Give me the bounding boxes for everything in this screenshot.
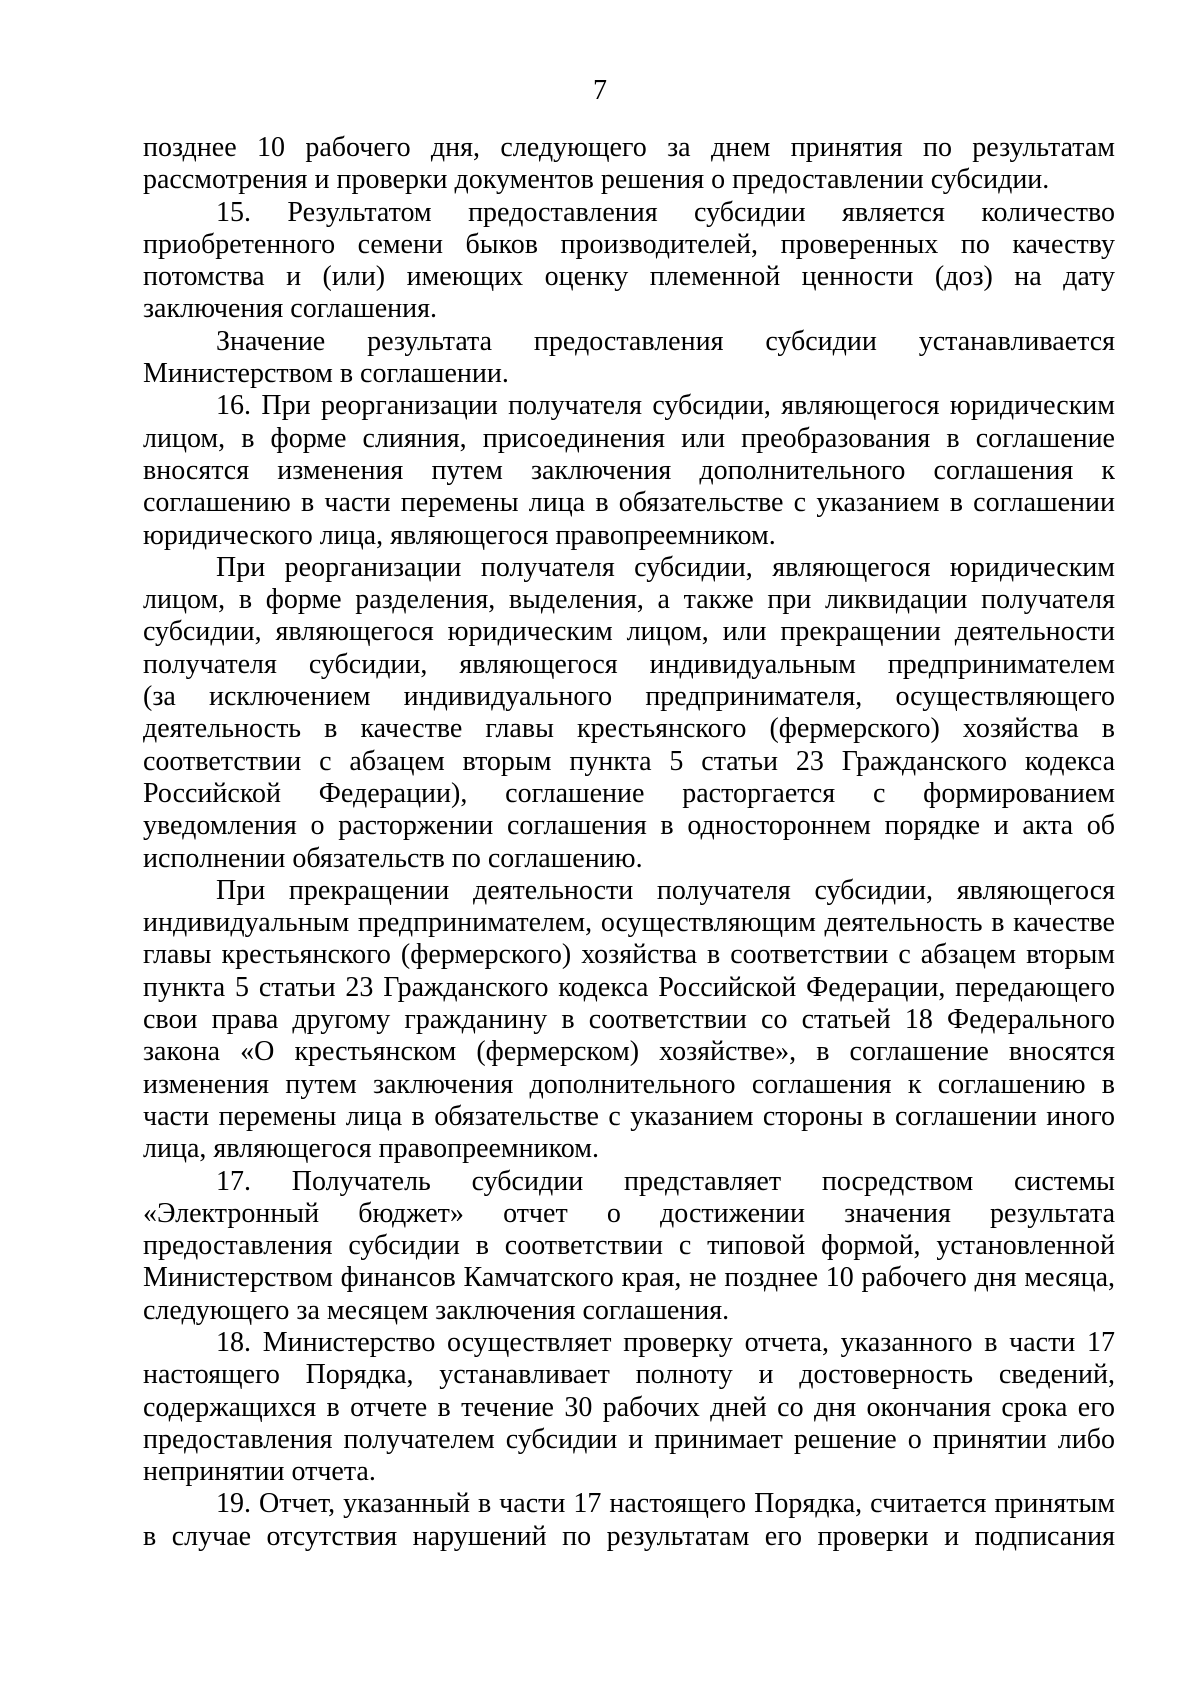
text-line: (за исключением индивидуального предпринимателя, осуществляющего	[143, 681, 1115, 713]
text-line: изменения путем заключения дополнительного соглашения к соглашению в	[143, 1068, 1115, 1100]
text-line: уведомления о расторжении соглашения в одностороннем порядке и акта об	[143, 810, 1115, 842]
text-line: потомства и (или) имеющих оценку племенной ценности (доз) на дату	[143, 261, 1115, 293]
text-line: настоящего Порядка, устанавливает полноту и достоверность сведений,	[143, 1359, 1115, 1391]
text-line: рассмотрения и проверки документов решения о предоставлении субсидии.	[143, 164, 1050, 196]
text-line: предоставления получателем субсидии и принимает решение о принятии либо	[143, 1423, 1115, 1455]
text-line: Министерством финансов Камчатского края, не позднее 10 рабочего дня месяца,	[143, 1262, 1115, 1294]
text-line: Российской Федерации), соглашение расторгается с формированием	[143, 777, 1115, 809]
text-line: предоставления субсидии в соответствии с типовой формой, установленной	[143, 1230, 1115, 1262]
text-line: 16. При реорганизации получателя субсидии, являющегося юридическим	[216, 390, 1115, 422]
text-line: Министерством в соглашении.	[143, 358, 509, 390]
document-body	[143, 132, 1115, 1553]
text-line: закона «О крестьянском (фермерском) хозяйстве», в соглашение вносятся	[143, 1036, 1115, 1068]
text-line: непринятии отчета.	[143, 1456, 376, 1488]
text-line: соглашению в части перемены лица в обязательстве с указанием в соглашении	[143, 487, 1115, 519]
text-line: пункта 5 статьи 23 Гражданского кодекса Российской Федерации, передающего	[143, 971, 1115, 1003]
text-line: юридического лица, являющегося правопреемником.	[143, 519, 776, 551]
text-line: лица, являющегося правопреемником.	[143, 1133, 599, 1165]
text-line: При прекращении деятельности получателя субсидии, являющегося	[216, 874, 1115, 906]
text-line: приобретенного семени быков производителей, проверенных по качеству	[143, 228, 1115, 260]
text-line: Значение результата предоставления субсидии устанавливается	[216, 325, 1115, 357]
text-line: При реорганизации получателя субсидии, являющегося юридическим	[216, 551, 1115, 583]
text-line: исполнении обязательств по соглашению.	[143, 842, 643, 874]
text-line: «Электронный бюджет» отчет о достижении значения результата	[143, 1197, 1115, 1229]
page-number: 7	[593, 75, 607, 106]
text-line: заключения соглашения.	[143, 293, 437, 325]
text-line: части перемены лица в обязательстве с указанием стороны в соглашении иного	[143, 1100, 1115, 1132]
text-line: соответствии с абзацем вторым пункта 5 статьи 23 Гражданского кодекса	[143, 745, 1115, 777]
text-line: индивидуальным предпринимателем, осуществляющим деятельность в качестве	[143, 907, 1115, 939]
text-line: 17. Получатель субсидии представляет посредством системы	[216, 1165, 1115, 1197]
text-line: главы крестьянского (фермерского) хозяйства в соответствии с абзацем вторым	[143, 939, 1115, 971]
text-line: следующего за месяцем заключения соглашения.	[143, 1294, 730, 1326]
text-line: содержащихся в отчете в течение 30 рабочих дней со дня окончания срока его	[143, 1391, 1115, 1423]
text-line: лицом, в форме слияния, присоединения или преобразования в соглашение	[143, 422, 1115, 454]
text-line: получателя субсидии, являющегося индивидуальным предпринимателем	[143, 648, 1115, 680]
text-line: 15. Результатом предоставления субсидии является количество	[216, 196, 1115, 228]
text-line: свои права другому гражданину в соответствии со статьей 18 Федерального	[143, 1004, 1115, 1036]
text-line: 19. Отчет, указанный в части 17 настоящего Порядка, считается принятым	[216, 1488, 1115, 1520]
text-line: деятельность в качестве главы крестьянского (фермерского) хозяйства в	[143, 713, 1115, 745]
text-line: лицом, в форме разделения, выделения, а также при ликвидации получателя	[143, 584, 1115, 616]
text-line: субсидии, являющегося юридическим лицом, или прекращении деятельности	[143, 616, 1115, 648]
text-line: в случае отсутствия нарушений по результатам его проверки и подписания	[143, 1520, 1115, 1552]
text-line: вносятся изменения путем заключения дополнительного соглашения к	[143, 454, 1115, 486]
text-line: 18. Министерство осуществляет проверку отчета, указанного в части 17	[216, 1326, 1115, 1358]
text-line: позднее 10 рабочего дня, следующего за днем принятия по результатам	[143, 132, 1115, 163]
